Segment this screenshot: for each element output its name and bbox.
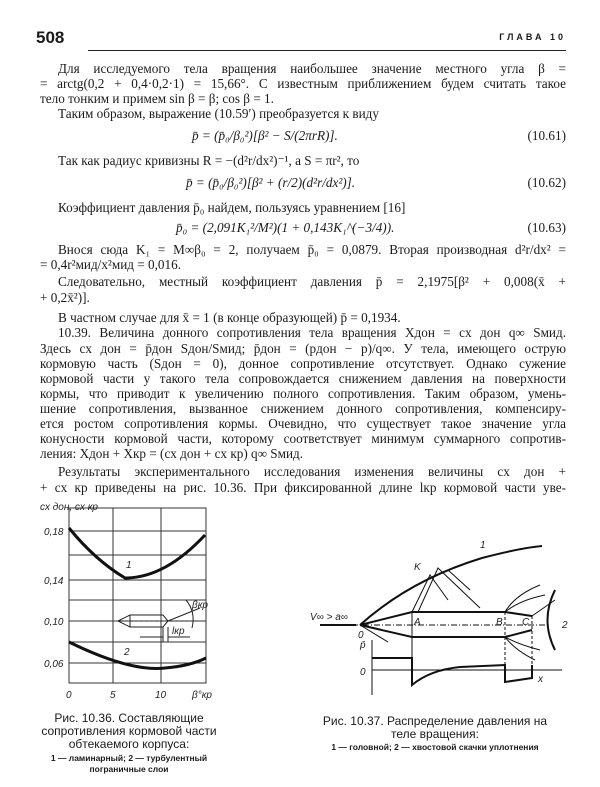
chapter-header: ГЛАВА 10 [499, 32, 566, 42]
zero-label: 0 [360, 667, 366, 678]
figure-10-37-diagram [300, 530, 590, 700]
curve-label-2: 2 [562, 620, 568, 631]
x-tick: 0 [66, 690, 72, 701]
equation-10-61: p̄ = (p̄₀/β₀²)[β² − S/(2πrR)]. [192, 128, 338, 143]
figure-10-37-caption: Рис. 10.37. Распределение давления на теле вращения: [322, 714, 548, 741]
x-tick: 10 [155, 690, 167, 701]
chart-grid [69, 508, 206, 683]
equation-number: (10.62) [527, 175, 566, 190]
text-line: + cx кр приведены на рис. 10.36. При фиксированной длине lкр кормовой части уве- [40, 480, 566, 495]
point-C: C [522, 617, 530, 628]
figure-10-36-caption: Рис. 10.36. Составляющие сопротивления кормовой части обтекаемого корпуса: [41, 711, 217, 751]
text-line: Коэффициент давления p̄₀ найдем, пользуясь уравнением [16] [58, 200, 406, 215]
point-0: 0 [358, 630, 364, 641]
point-B: B [496, 617, 503, 628]
flow-label: V∞ > a∞ [310, 612, 348, 623]
equation-number: (10.61) [527, 128, 566, 143]
text-line: ления: Xдон + Xкр = (cx дон + cx кр) q∞ Sмид. [40, 446, 304, 461]
x-axis-label: x [538, 674, 543, 685]
text-line: = 0,4r²мид/x²мид = 0,016. [40, 257, 181, 272]
text-line: В частном случае для x̄ = 1 (в конце образующей) p̄ = 0,1934. [58, 310, 401, 325]
curve-label-2: 2 [124, 647, 130, 658]
text-line: кормовую часть (Sдон = 0), донное сопротивление отсутствует. Однако сужение [40, 356, 566, 371]
equation-10-62: p̄ = (p̄₀/β₀²)[β² + (r/2)(d²r/dx²)]. [186, 175, 356, 190]
figure-10-37-legend: 1 — головной; 2 — хвостовой скачки уплотнения [331, 742, 539, 752]
y-tick: 0,18 [44, 527, 64, 538]
text-line: ется ростом сопротивления кормы. Очевидно, что существует такое значение угла [40, 416, 566, 431]
figure-10-36-legend: 1 — ламинарный; 2 — турбулентный пограничные слои [50, 753, 208, 774]
text-line: Внося сюда K₁ = M∞β₀ = 2, получаем p̄₀ = 0,0879. Вторая производная d²r/dx² = [58, 242, 566, 257]
inset-beta-label: βкр [192, 600, 208, 611]
text-line: Для исследуемого тела вращения наибольшее значение местного угла β = [58, 61, 566, 76]
point-A: A [414, 617, 421, 628]
y-axis-label: cx дон, cx кр [40, 502, 98, 513]
text-line: + 0,2x̄²)]. [40, 290, 90, 305]
y-tick: 0,14 [44, 576, 64, 587]
text-line: Так как радиус кривизны R = −(d²r/dx²)⁻¹, а S = πr², то [58, 153, 360, 168]
text-line: Следовательно, местный коэффициент давления p̄ = 2,1975[β² + 0,008(x̄ + [58, 274, 566, 289]
equation-10-63: p̄₀ = (2,091K₁²/M²)(1 + 0,143K₁^(−3/4)). [176, 220, 395, 235]
text-line: Таким образом, выражение (10.59′) преобразуется к виду [58, 106, 379, 121]
text-line: = arctg(0,2 + 0,4·0,2·1) = 15,66°. С известным приближением будем считать такое [40, 76, 566, 91]
x-tick: β°кр [192, 690, 212, 701]
body-and-shocks [320, 546, 555, 680]
point-K: K [414, 562, 421, 573]
text-line: конусности кормовой части, которому соответствует минимум суммарного сопротив- [40, 431, 566, 446]
equation-number: (10.63) [527, 220, 566, 235]
y-tick: 0,10 [44, 617, 64, 628]
section-10-39-start: 10.39. Величина донного сопротивления тела вращения Xдон = cx дон q∞ Sмид. [58, 325, 566, 340]
text-line: кормовой части у такого тела сопровождается снижением давления на поверхности [40, 371, 566, 386]
page-number: 508 [36, 28, 65, 47]
text-line: Результаты экспериментального исследования изменения величины cx дон + [58, 464, 566, 479]
curve-1-laminar [69, 528, 205, 578]
p-axis-label: p̄ [360, 640, 366, 651]
text-line: шение сопротивления, вызванное снижением донного сопротивления, компенсиру- [40, 401, 566, 416]
curve-label-1: 1 [480, 540, 486, 551]
curve-2-turbulent [69, 642, 206, 668]
text-line: кормы, что приводит к увеличению полного сопротивления. Таким образом, умень- [40, 386, 566, 401]
text-line: Здесь cx дон = p̄дон Sдон/Sмид; p̄дон = (pдон − p)/q∞. У тела, имеющего острую [40, 341, 566, 356]
text-line: тело тонким и примем sin β = β; cos β = 1. [40, 91, 274, 106]
inset-l-label: lкр [172, 626, 185, 637]
curve-label-1: 1 [126, 560, 132, 571]
figure-10-36-chart [0, 500, 240, 710]
header-rule [88, 50, 566, 51]
x-tick: 5 [110, 690, 116, 701]
y-tick: 0,06 [44, 659, 64, 670]
